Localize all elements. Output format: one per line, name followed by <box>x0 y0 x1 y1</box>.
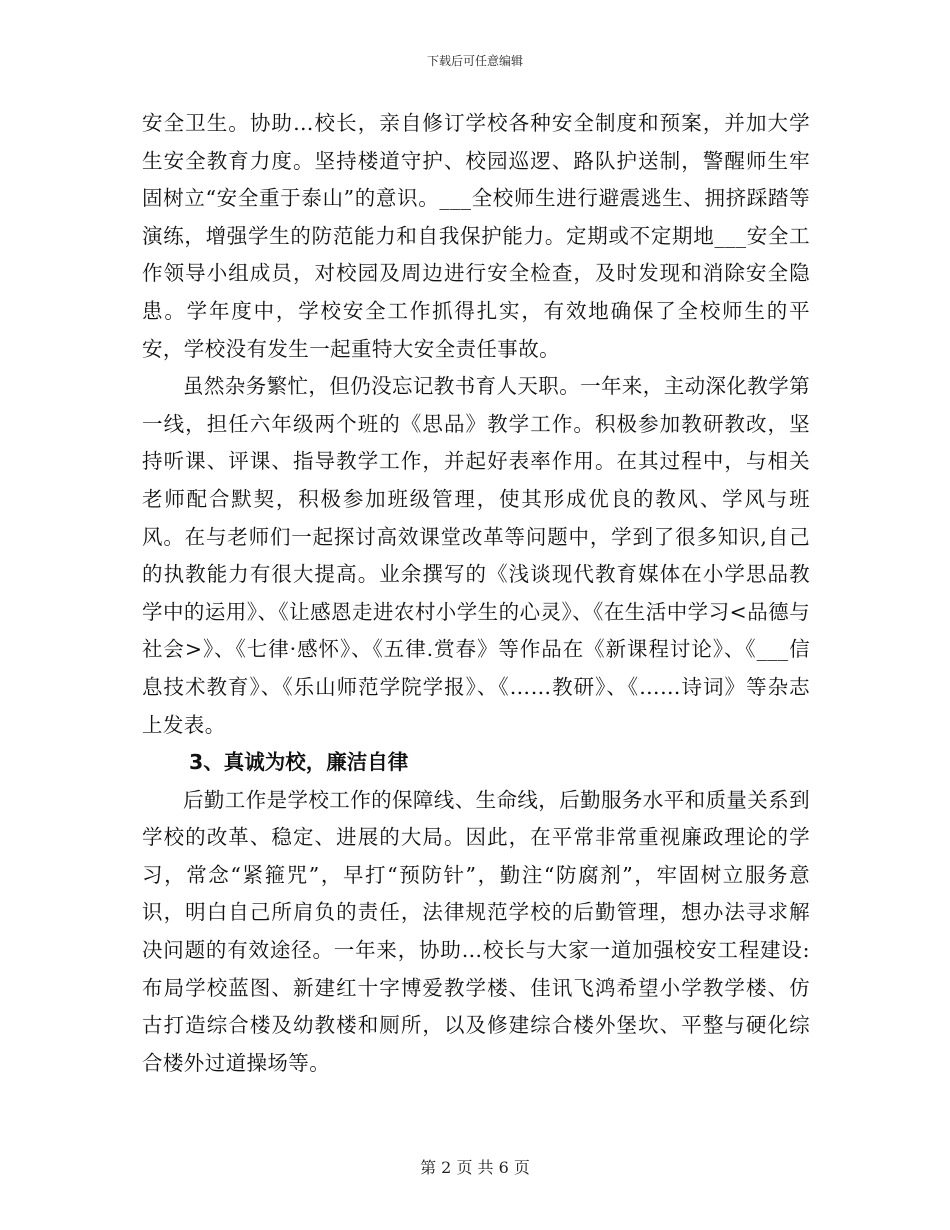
paragraph-safety: 安全卫生。协助…校长，亲自修订学校各种安全制度和预案，并加大学生安全教育力度。坚持楼道守护、校园巡逻、路队护送制，警醒师生牢固树立“安全重于泰山”的意识。___全校师生进行避震逃生、拥挤踩踏等演练，增强学生的防范能力和自我保护能力。定期或不定期地___安全工作领导小组成员，对校园及周边进行安全检查，及时发现和消除安全隐患。学年度中，学校安全工作抓得扎实，有效地确保了全校师生的平安，学校没有发生一起重特大安全责任事故。 <box>142 111 810 361</box>
paragraph-logistics: 后勤工作是学校工作的保障线、生命线，后勤服务水平和质量关系到学校的改革、稳定、进展的大局。因此，在平常非常重视廉政理论的学习，常念“紧箍咒”，早打“预防针”，勤注“防腐剂”，牢固树立服务意识，明白自己所肩负的责任，法律规范学校的后勤管理，想办法寻求解决问题的有效途径。一年来，协助…校长与大家一道加强校安工程建设:布局学校蓝图、新建红十字博爱教学楼、佳讯飞鸿希望小学教学楼、仿古打造综合楼及幼教楼和厕所，以及修建综合楼外堡坎、平整与硬化综合楼外过道操场等。 <box>142 787 810 1075</box>
section-heading-integrity: 3、真诚为校，廉洁自律 <box>189 750 409 775</box>
page-number: 第 2 页 共 6 页 <box>420 1158 530 1177</box>
page-header-note: 下载后可任意编辑 <box>426 54 523 68</box>
paragraph-teaching: 虽然杂务繁忙，但仍没忘记教书育人天职。一年来，主动深化教学第一线，担任六年级两个班的《思品》教学工作。积极参加教研教改，坚持听课、评课、指导教学工作，并起好表率作用。在其过程中，与相关老师配合默契，积极参加班级管理，使其形成优良的教风、学风与班风。在与老师们一起探讨高效课堂改革等问题中，学到了很多知识,自己的执教能力有很大提高。业余撰写的《浅谈现代教育媒体在小学思品教学中的运用》、《让感恩走进农村小学生的心灵》、《在生活中学习<品德与社会>》、《七律·感怀》、《五律.赏春》等作品在《新课程讨论》、《___信息技术教育》、《乐山师范学院学报》、《……教研》、《……诗词》等杂志上发表。 <box>142 374 810 737</box>
document-body <box>142 105 810 1082</box>
